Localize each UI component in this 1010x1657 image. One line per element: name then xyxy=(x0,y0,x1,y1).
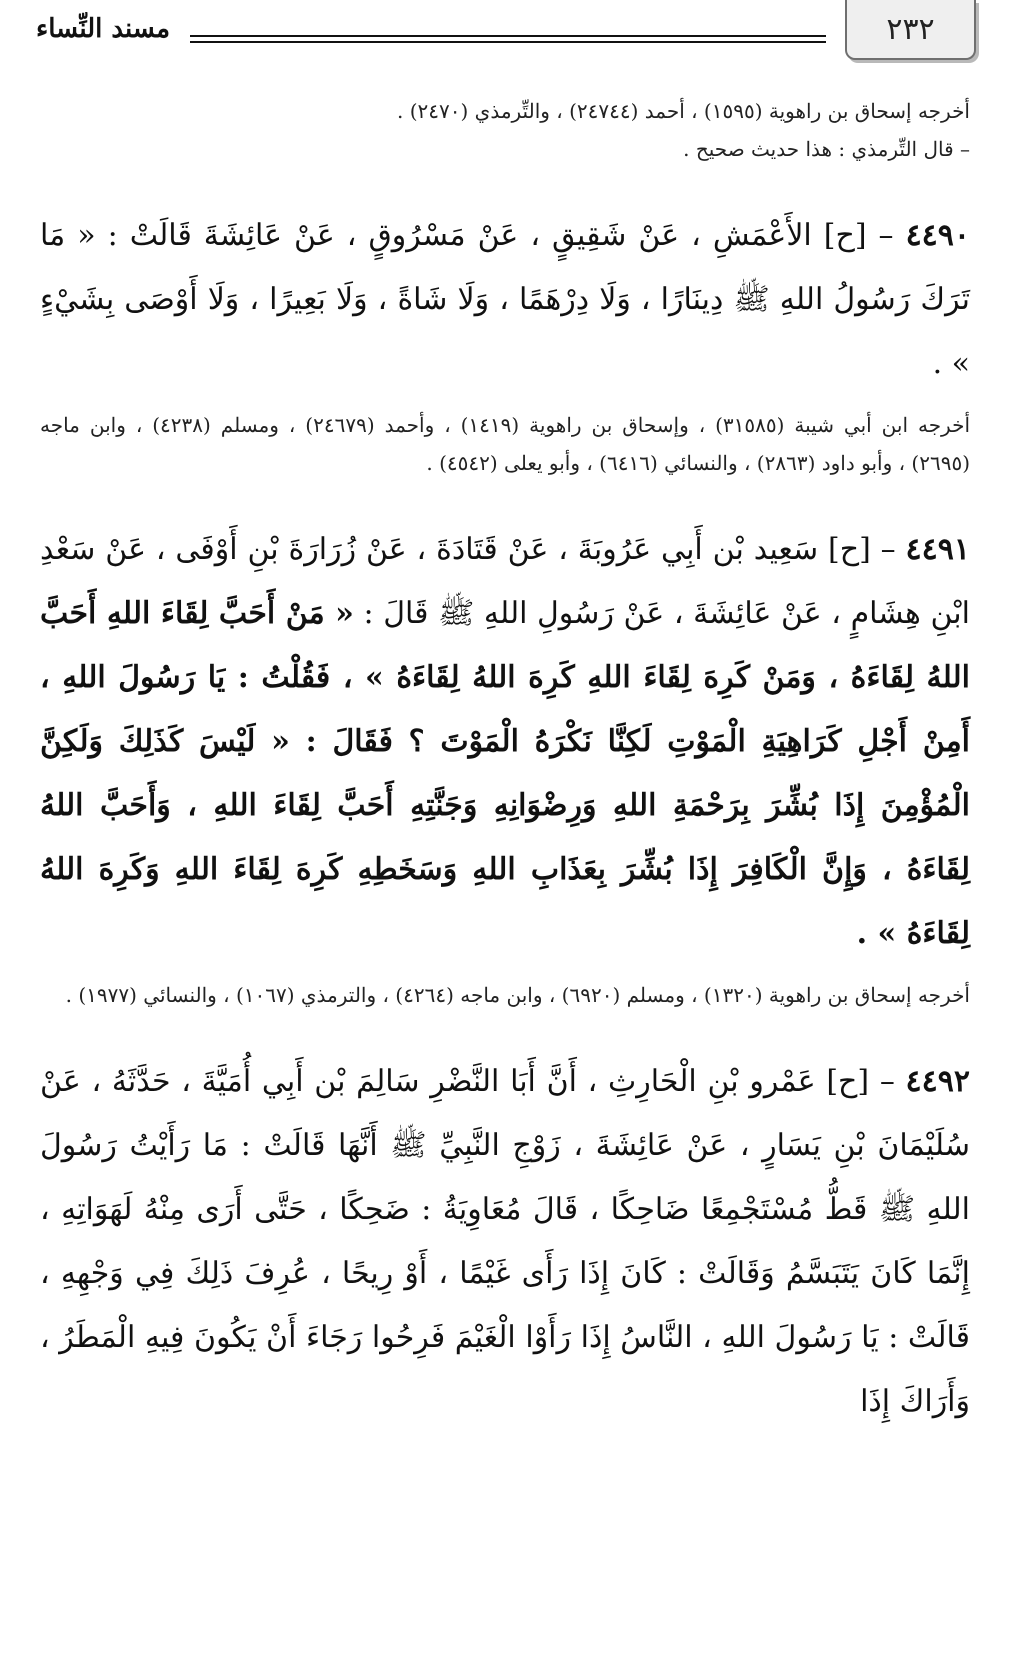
takhrij-line: أخرجه إسحاق بن راهوية (١٣٢٠) ، ومسلم (٦٩٢٠) ، وابن ماجه (٤٢٦٤) ، والترمذي (١٠٦٧) ، والنسائي (١٩٧٧) . xyxy=(65,983,970,1007)
hadith-matn: مَا رَأَيْتُ رَسُولَ اللهِ ﷺ قَطُّ مُسْتَجْمِعًا ضَاحِكًا ، قَالَ مُعَاوِيَةُ : ضَحِكًا ، حَتَّى أَرَى مِنْهُ لَهَوَاتِهِ ، إِنَّمَا كَانَ يَتَبَسَّمُ وَقَالَتْ : كَانَ إِذَا رَأَى غَيْمًا ، أَوْ رِيحًا ، عُرِفَ ذَلِكَ فِي وَجْهِهِ ، قَالَتْ : يَا رَسُولَ اللهِ ، النَّاسُ إِذَا رَأَوْا الْغَيْمَ فَرِحُوا رَجَاءَ أَنْ يَكُونَ فِيهِ الْمَطَرُ ، وَأَرَاكَ إِذَا xyxy=(40,1128,970,1419)
page-body xyxy=(40,92,970,1434)
page-number-tab xyxy=(845,0,976,60)
hadith-number: ٤٤٩٢ xyxy=(905,1064,970,1099)
hadith-isnad: – [ح] الأَعْمَشِ ، عَنْ شَقِيقٍ ، عَنْ مَسْرُوقٍ ، عَنْ عَائِشَةَ قَالَتْ : xyxy=(107,218,894,253)
header-rule-bottom xyxy=(190,41,826,43)
hadith-entry-4491 xyxy=(40,518,970,966)
takhrij-line: أخرجه ابن أبي شيبة (٣١٥٨٥) ، وإسحاق بن راهوية (١٤١٩) ، وأحمد (٢٤٦٧٩) ، ومسلم (٤٢٣٨) ، وابن ماجه (٢٦٩٥) ، وأبو داود (٢٨٦٣) ، والنسائي (٦٤١٦) ، وأبو يعلى (٤٥٤٢) . xyxy=(40,413,971,475)
hadith-isnad: – [ح] سَعِيد بْن أَبِي عَرُوبَةَ ، عَنْ قَتَادَةَ ، عَنْ زُرَارَةَ بْنِ أَوْفَى ، عَنْ سَعْدِ ابْنِ هِشَامٍ ، عَنْ عَائِشَةَ ، عَنْ رَسُولِ اللهِ ﷺ قَالَ : xyxy=(40,532,970,631)
page-number: ٢٣٢ xyxy=(886,11,935,47)
grading-line: – قال التِّرمذي : هذا حديث صحيح . xyxy=(683,137,970,161)
takhrij-line: أخرجه إسحاق بن راهوية (١٥٩٥) ، أحمد (٢٤٧٤٤) ، والتِّرمذي (٢٤٧٠) . xyxy=(397,99,970,123)
footnote-block xyxy=(40,92,970,168)
hadith-number: ٤٤٩١ xyxy=(905,532,970,567)
hadith-matn: « مَا تَرَكَ رَسُولُ اللهِ ﷺ دِينَارًا ، وَلَا دِرْهَمًا ، وَلَا شَاةً ، وَلَا بَعِيرًا ، وَلَا أَوْصَى بِشَيْءٍ » . xyxy=(40,218,970,381)
header-rule-top xyxy=(190,35,826,37)
hadith-entry-4490 xyxy=(40,204,970,396)
hadith-isnad: – [ح] عَمْرو بْنِ الْحَارِثِ ، أَنَّ أَبَا النَّضْرِ سَالِمَ بْن أَبِي أُمَيَّةَ ، حَدَّثَهُ ، عَنْ سُلَيْمَانَ بْنِ يَسَارٍ ، عَنْ عَائِشَةَ ، زَوْجِ النَّبِيِّ ﷺ أَنَّهَا قَالَتْ : xyxy=(40,1064,970,1163)
hadith-entry-4492 xyxy=(40,1050,970,1434)
hadith-number: ٤٤٩٠ xyxy=(905,218,971,253)
page-header xyxy=(0,0,1010,70)
running-title: مسند النِّساء xyxy=(36,14,170,44)
hadith-matn: « مَنْ أَحَبَّ لِقَاءَ اللهِ أَحَبَّ اللهُ لِقَاءَهُ ، وَمَنْ كَرِهَ لِقَاءَ اللهِ كَرِهَ اللهُ لِقَاءَهُ » ، فَقُلْتُ : يَا رَسُولَ اللهِ ، أَمِنْ أَجْلِ كَرَاهِيَةِ الْمَوْتِ لَكِنَّا نَكْرَهُ الْمَوْتَ ؟ فَقَالَ : « لَيْسَ كَذَلِكَ وَلَكِنَّ الْمُؤْمِنَ إِذَا بُشِّرَ بِرَحْمَةِ اللهِ وَرِضْوَانِهِ وَجَنَّتِهِ أَحَبَّ لِقَاءَ اللهِ ، وَأَحَبَّ اللهُ لِقَاءَهُ ، وَإِنَّ الْكَافِرَ إِذَا بُشِّرَ بِعَذَابِ اللهِ وَسَخَطِهِ كَرِهَ لِقَاءَ اللهِ وَكَرِهَ اللهُ لِقَاءَهُ » . xyxy=(40,596,970,951)
